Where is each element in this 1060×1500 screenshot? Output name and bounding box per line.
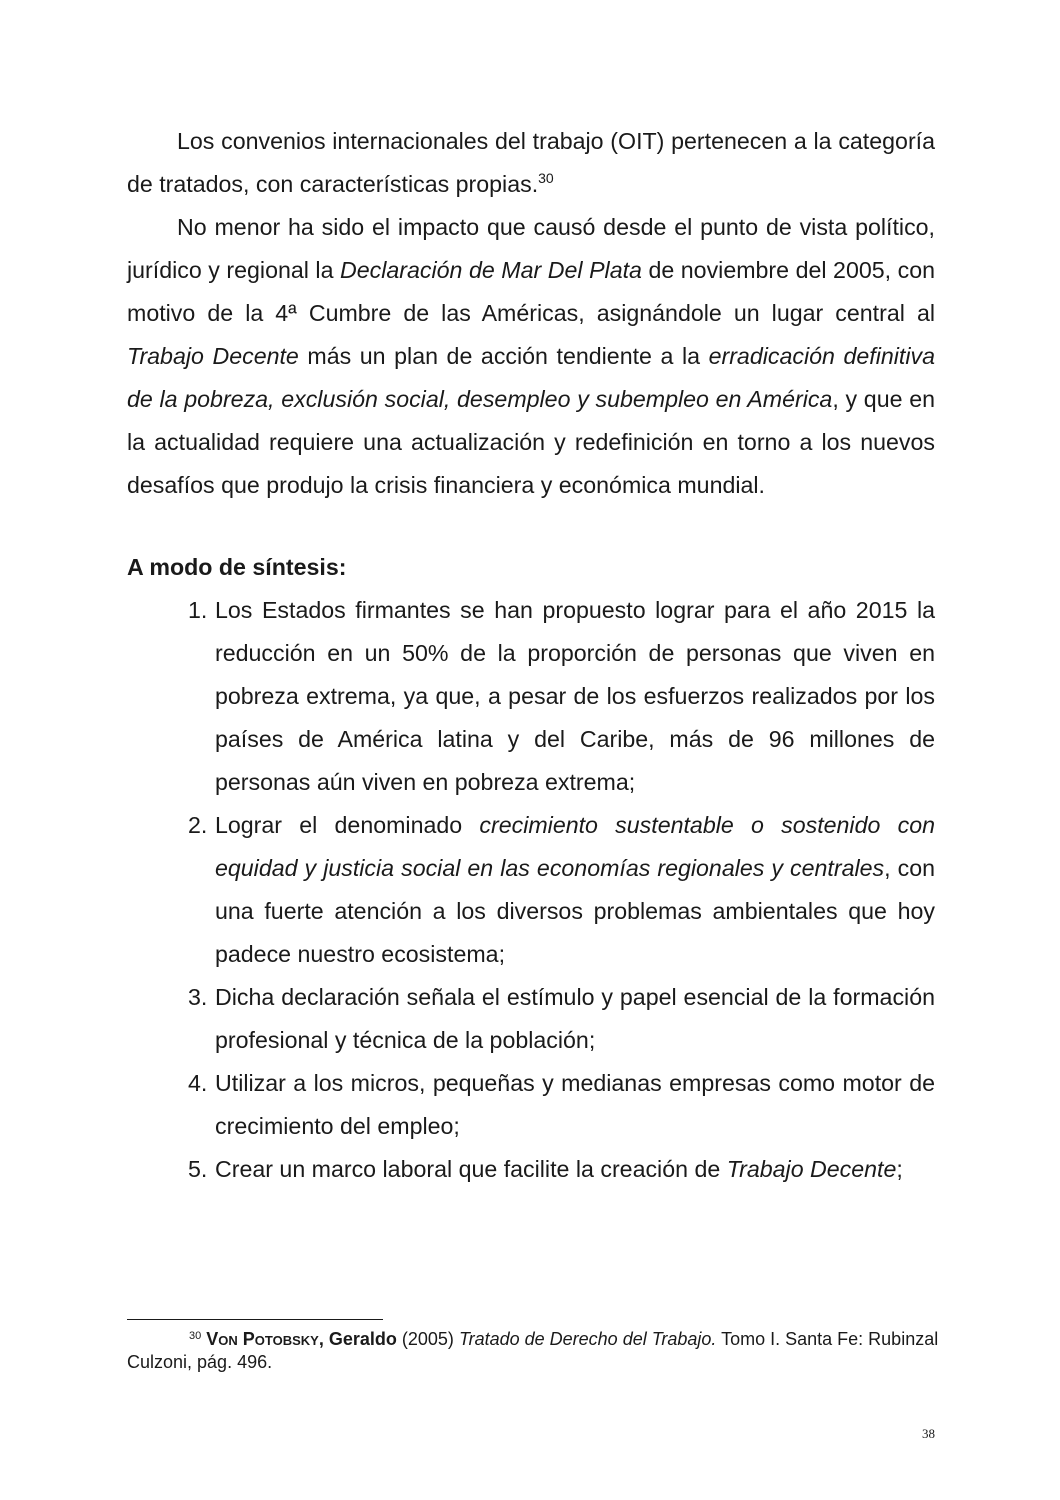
paragraph-oit-conventions	[127, 120, 935, 206]
footnote-reference[interactable]: 30	[538, 170, 554, 186]
page-body	[127, 120, 935, 1191]
list-item-number: 4.	[188, 1070, 208, 1096]
list-item-text: , con una fuerte atención a los diversos problemas ambientales que hoy padece nuestro ecosistema;	[215, 855, 935, 967]
italic-declaration-title: Declaración de Mar Del Plata	[340, 257, 642, 283]
summary-list	[127, 589, 935, 1191]
list-item-text: Los Estados firmantes se han propuesto lograr para el año 2015 la reducción en un 50% de la proporción de personas que viven en pobreza extrema, ya que, a pesar de los esfuerzos realizados por los países de América latina y del Caribe, más de 96 millones de personas aún viven en pobreza extrema;	[215, 597, 935, 795]
footnote-number: 30	[189, 1330, 202, 1342]
footnote-title: Tratado de Derecho del Trabajo.	[458, 1329, 717, 1349]
footnote-author-surname: Von Potobsky,	[206, 1329, 324, 1349]
list-item-number: 5.	[188, 1156, 208, 1182]
list-item-text: Lograr el denominado	[215, 812, 480, 838]
italic-trabajo-decente: Trabajo Decente	[127, 343, 299, 369]
italic-erradicacion: erradicación definitiva de la pobreza, exclusión social, desempleo y subempleo en América	[127, 343, 935, 412]
list-item-italic: crecimiento sustentable o sostenido con equidad y justicia social en las economías regionales y centrales	[215, 812, 935, 881]
list-item	[127, 1148, 935, 1191]
paragraph-text: Los convenios internacionales del trabajo (OIT) pertenecen a la categoría de tratados, con características propias.	[127, 128, 935, 197]
list-item-number: 3.	[188, 984, 208, 1010]
list-item	[127, 976, 935, 1062]
footnote-publication: Tomo I. Santa Fe: Rubinzal Culzoni, pág. 496.	[127, 1329, 939, 1372]
footnote-year: (2005)	[401, 1329, 454, 1349]
list-item	[127, 1062, 935, 1148]
list-item-number: 1.	[188, 597, 208, 623]
paragraph-mar-del-plata	[127, 206, 935, 507]
footnote-author	[206, 1329, 397, 1349]
footnote-divider	[127, 1319, 383, 1320]
paragraph-text: de noviembre del 2005, con motivo de la 4ª Cumbre de las Américas, asignándole un lugar central al	[127, 257, 935, 326]
list-item	[127, 804, 935, 976]
footnote-author-name: Geraldo	[328, 1329, 397, 1349]
list-item-number: 2.	[188, 812, 208, 838]
list-item-text: Crear un marco laboral que facilite la creación de	[215, 1156, 727, 1182]
list-item-text: ;	[896, 1156, 903, 1182]
list-item-text: Utilizar a los micros, pequeñas y medianas empresas como motor de crecimiento del empleo;	[215, 1070, 935, 1139]
paragraph-text: más un plan de acción tendiente a la	[298, 343, 709, 369]
footnote	[127, 1328, 943, 1374]
section-heading: A modo de síntesis:	[127, 554, 347, 580]
list-item-italic: Trabajo Decente	[726, 1156, 897, 1182]
page-number: 38	[922, 1426, 935, 1441]
paragraph-text: , y que en la actualidad requiere una actualización y redefinición en torno a los nuevos desafíos que produjo la crisis financiera y económica mundial.	[127, 386, 936, 498]
list-item-text: Dicha declaración señala el estímulo y papel esencial de la formación profesional y técnica de la población;	[215, 984, 935, 1053]
paragraph-text: No menor ha sido el impacto que causó desde el punto de vista político, jurídico y regional la	[127, 214, 935, 283]
list-item	[127, 589, 935, 804]
